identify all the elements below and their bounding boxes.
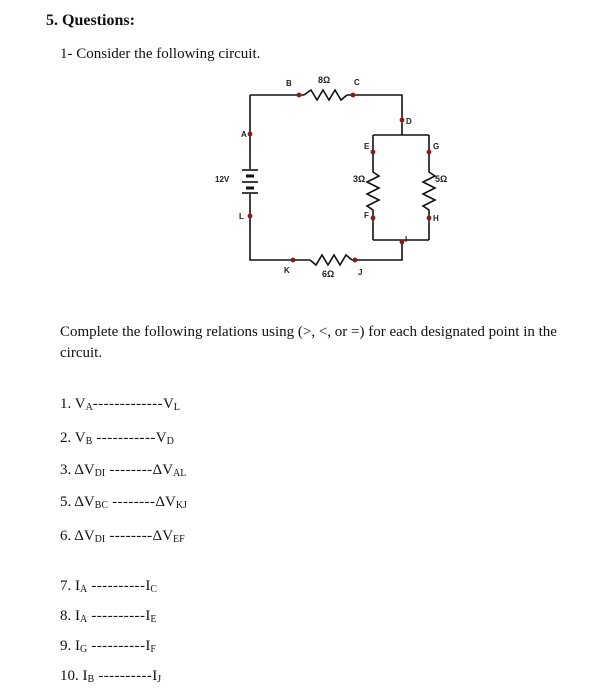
relation-number: 7. xyxy=(60,578,72,594)
relation-blank: -------- xyxy=(105,528,153,544)
relation-number: 8. xyxy=(60,608,72,624)
relation-lhs: I xyxy=(75,578,80,594)
wire-bottom-right xyxy=(352,240,402,260)
relation-rhs-subscript: KJ xyxy=(175,500,187,511)
relation-rhs-subscript: L xyxy=(173,402,180,413)
point-label-c: C xyxy=(354,78,360,87)
relation-rhs: ΔV xyxy=(152,462,174,478)
relation-lhs: I xyxy=(82,668,88,684)
relation-number: 6. xyxy=(60,528,72,544)
point-label-i: I xyxy=(405,235,408,244)
relation-lhs: ΔV xyxy=(74,462,95,478)
relation-number: 9. xyxy=(60,638,72,654)
relation-blank: ---------- xyxy=(87,608,146,624)
relation-rhs: I xyxy=(145,608,151,624)
relation-lhs-subscript: B xyxy=(85,436,93,447)
wire-bottom-left xyxy=(250,194,310,260)
resistor-label-6: 6Ω xyxy=(322,269,335,279)
point-b-dot xyxy=(297,93,302,98)
battery-icon xyxy=(242,170,258,193)
circuit-diagram xyxy=(205,70,448,285)
relation-item xyxy=(60,494,187,511)
relation-number: 2. xyxy=(60,430,72,446)
relation-number: 5. xyxy=(60,494,72,510)
relation-lhs: ΔV xyxy=(74,494,95,510)
relation-item xyxy=(60,638,156,655)
point-j-dot xyxy=(353,258,358,263)
relation-rhs: I xyxy=(152,668,158,684)
point-label-b: B xyxy=(286,79,292,88)
point-f-dot xyxy=(371,216,376,221)
relation-rhs-subscript: F xyxy=(150,644,156,655)
point-label-g: G xyxy=(433,142,440,151)
resistor-label-8: 8Ω xyxy=(318,75,331,85)
relation-item xyxy=(60,578,157,595)
section-heading: 5. Questions: xyxy=(46,12,135,29)
wire-top-right xyxy=(347,95,402,135)
relation-lhs-subscript: G xyxy=(80,644,88,655)
point-h-dot xyxy=(427,216,432,221)
relation-blank: ---------- xyxy=(94,668,153,684)
point-i-dot xyxy=(400,240,405,245)
point-label-f: F xyxy=(364,211,369,220)
relation-lhs-subscript: DI xyxy=(94,468,106,479)
relation-item xyxy=(60,528,185,545)
point-g-dot xyxy=(427,150,432,155)
point-k-dot xyxy=(291,258,296,263)
point-e-dot xyxy=(371,150,376,155)
relation-lhs: I xyxy=(75,608,80,624)
point-label-h: H xyxy=(433,214,439,223)
relation-number: 10. xyxy=(60,668,79,684)
point-label-a: A xyxy=(241,130,247,139)
relation-lhs-subscript: BC xyxy=(94,500,109,511)
relation-lhs-subscript: A xyxy=(85,402,93,413)
relation-item xyxy=(60,608,156,625)
relation-rhs-subscript: D xyxy=(166,436,174,447)
resistor-label-5: 5Ω xyxy=(435,174,448,184)
relation-rhs-subscript: E xyxy=(150,614,157,625)
relation-lhs-subscript: DI xyxy=(94,534,106,545)
relation-item xyxy=(60,462,186,479)
relation-item xyxy=(60,668,161,685)
relation-rhs: I xyxy=(145,638,151,654)
relation-rhs: ΔV xyxy=(155,494,176,510)
point-c-dot xyxy=(351,93,356,98)
relation-blank: -------- xyxy=(105,462,153,478)
point-label-k: K xyxy=(284,266,290,275)
question-text: 1- Consider the following circuit. xyxy=(60,46,261,62)
point-d-dot xyxy=(400,118,405,123)
relation-rhs-subscript: AL xyxy=(173,468,187,479)
relation-blank: ------------- xyxy=(92,396,163,412)
relation-lhs: ΔV xyxy=(74,528,95,544)
relation-rhs: V xyxy=(155,430,167,446)
relation-lhs-subscript: B xyxy=(87,674,95,685)
relation-rhs: ΔV xyxy=(152,528,174,544)
point-a-dot xyxy=(248,132,253,137)
resistor-label-3: 3Ω xyxy=(353,174,366,184)
battery-label: 12V xyxy=(215,175,230,184)
relation-lhs: V xyxy=(74,396,86,412)
relation-number: 3. xyxy=(60,462,72,478)
relation-lhs-subscript: A xyxy=(80,614,88,625)
relation-lhs: V xyxy=(74,430,86,446)
relation-rhs: I xyxy=(145,578,151,594)
relation-item xyxy=(60,396,180,413)
point-label-e: E xyxy=(364,142,370,151)
relation-blank: ---------- xyxy=(87,578,146,594)
relation-blank: ----------- xyxy=(92,430,156,446)
relation-lhs: I xyxy=(75,638,80,654)
instruction-text: Complete the following relations using (>, <, or =) for each designated point in the circuit. xyxy=(60,324,557,361)
point-l-dot xyxy=(248,214,253,219)
relation-number: 1. xyxy=(60,396,72,412)
relation-blank: ---------- xyxy=(87,638,146,654)
point-label-j: J xyxy=(358,268,363,277)
relation-rhs-subscript: C xyxy=(150,584,158,595)
resistor-6-ohm xyxy=(310,255,352,265)
relation-rhs: V xyxy=(162,396,174,412)
relation-rhs-subscript: EF xyxy=(173,534,185,545)
resistor-8-ohm xyxy=(304,90,347,100)
relation-rhs-subscript: J xyxy=(157,674,162,685)
relation-lhs-subscript: A xyxy=(80,584,88,595)
relation-blank: -------- xyxy=(108,494,156,510)
point-label-d: D xyxy=(406,117,412,126)
relation-item xyxy=(60,430,174,447)
point-label-l: L xyxy=(239,212,244,221)
